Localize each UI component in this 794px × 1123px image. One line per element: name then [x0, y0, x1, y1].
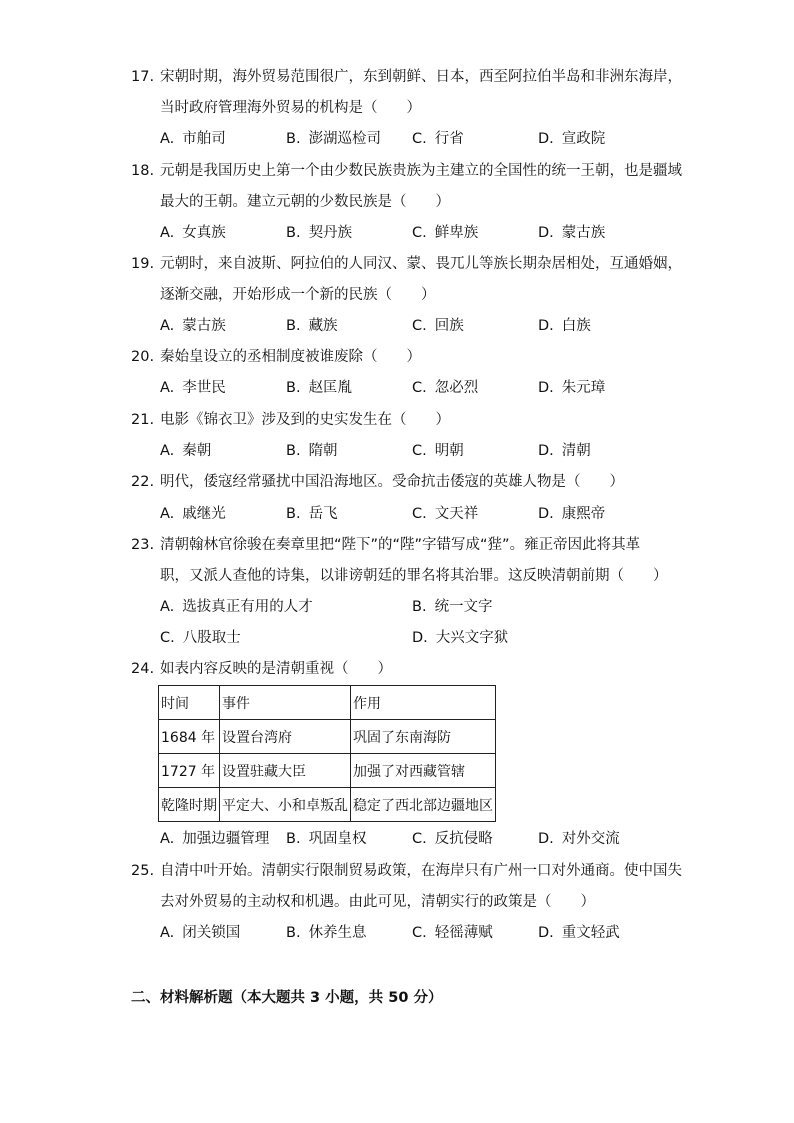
table-row: [159, 754, 496, 788]
option-row: [160, 504, 680, 524]
table-cell: 1727 年: [159, 754, 220, 788]
option-c[interactable]: C. 行省: [412, 131, 464, 147]
option-a[interactable]: A. 蒙古族: [160, 318, 226, 334]
question-number: 22.: [131, 474, 155, 490]
question-text-line: 逐渐交融，开始形成一个新的民族（ ）: [160, 287, 436, 303]
option-c[interactable]: C. 文天祥: [412, 506, 479, 522]
option-d[interactable]: D. 大兴文字狱: [412, 630, 509, 646]
option-c[interactable]: C. 忽必烈: [412, 380, 479, 396]
question-number: 23.: [131, 537, 155, 553]
option-c[interactable]: C. 反抗侵略: [412, 831, 493, 847]
option-c[interactable]: C. 轻徭薄赋: [412, 925, 493, 941]
table-cell: 设置驻藏大臣: [220, 754, 351, 788]
option-b[interactable]: B. 契丹族: [286, 225, 353, 241]
question-text-line: 宋朝时期，海外贸易范围很广，东到朝鲜、日本，西至阿拉伯半岛和非洲东海岸，: [160, 69, 682, 85]
option-d[interactable]: D. 白族: [538, 318, 591, 334]
question-text-line: 如表内容反映的是清朝重视（ ）: [160, 661, 392, 677]
table-cell: 平定大、小和卓叛乱: [220, 788, 351, 822]
question-number: 25.: [131, 863, 155, 879]
option-a[interactable]: A. 秦朝: [160, 443, 212, 459]
question-text-line: 秦始皇设立的丞相制度被谁废除（ ）: [160, 349, 421, 365]
option-row: [160, 441, 680, 461]
option-a[interactable]: A. 市舶司: [160, 131, 226, 147]
table-row: [159, 788, 496, 822]
option-d[interactable]: D. 宣政院: [538, 131, 606, 147]
option-d[interactable]: D. 对外交流: [538, 831, 620, 847]
question-text-line: 职，又派人查他的诗集，以诽谤朝廷的罪名将其治罪。这反映清朝前期（ ）: [160, 568, 668, 584]
option-row: [160, 223, 680, 243]
option-b[interactable]: B. 巩固皇权: [286, 831, 367, 847]
question-text-line: 元朝时，来自波斯、阿拉伯的人同汉、蒙、畏兀儿等族长期杂居相处，互通婚姻，: [160, 256, 682, 272]
option-d[interactable]: D. 康熙帝: [538, 506, 606, 522]
question-number: 21.: [131, 412, 155, 428]
table-cell: 巩固了东南海防: [351, 720, 496, 754]
option-row: [160, 597, 680, 617]
question-text-line: 当时政府管理海外贸易的机构是（ ）: [160, 100, 421, 116]
option-d[interactable]: D. 朱元璋: [538, 380, 606, 396]
option-b[interactable]: B. 隋朝: [286, 443, 338, 459]
option-b[interactable]: B. 岳飞: [286, 506, 338, 522]
option-row: [160, 923, 680, 943]
option-row: [160, 316, 680, 336]
table-cell: 1684 年: [159, 720, 220, 754]
option-d[interactable]: D. 重文轻武: [538, 925, 620, 941]
question-number: 20.: [131, 349, 155, 365]
option-d[interactable]: D. 蒙古族: [538, 225, 606, 241]
option-c[interactable]: C. 鲜卑族: [412, 225, 479, 241]
table-cell: 乾隆时期: [159, 788, 220, 822]
table-cell: 加强了对西藏管辖: [351, 754, 496, 788]
option-c[interactable]: C. 回族: [412, 318, 464, 334]
option-a[interactable]: A. 闭关锁国: [160, 925, 241, 941]
option-row: [160, 829, 680, 849]
question-text-line: 最大的王朝。建立元朝的少数民族是（ ）: [160, 194, 450, 210]
option-b[interactable]: B. 统一文字: [412, 599, 493, 615]
option-row: [160, 129, 680, 149]
section-heading: 二、材料解析题（本大题共 3 小题，共 50 分）: [131, 990, 443, 1006]
option-d[interactable]: D. 清朝: [538, 443, 591, 459]
option-a[interactable]: A. 戚继光: [160, 506, 226, 522]
option-a[interactable]: A. 选拔真正有用的人才: [160, 599, 313, 615]
table-cell: 稳定了西北部边疆地区: [351, 788, 496, 822]
option-a[interactable]: A. 女真族: [160, 225, 226, 241]
table-row: [159, 720, 496, 754]
option-a[interactable]: A. 加强边疆管理: [160, 831, 270, 847]
question-text-line: 明代，倭寇经常骚扰中国沿海地区。受命抗击倭寇的英雄人物是（ ）: [160, 474, 624, 490]
option-b[interactable]: B. 休养生息: [286, 925, 367, 941]
table-header-cell: 时间: [159, 686, 220, 720]
table-cell: 设置台湾府: [220, 720, 351, 754]
option-c[interactable]: C. 八股取士: [160, 630, 241, 646]
question-text-line: 电影《锦衣卫》涉及到的史实发生在（ ）: [160, 412, 450, 428]
table-header-cell: 事件: [220, 686, 351, 720]
option-b[interactable]: B. 藏族: [286, 318, 338, 334]
question-number: 19.: [131, 256, 155, 272]
option-b[interactable]: B. 赵匡胤: [286, 380, 353, 396]
option-b[interactable]: B. 澎湖巡检司: [286, 131, 382, 147]
question-text-line: 清朝翰林官徐骏在奏章里把“陛下”的“陛”字错写成“狴”。雍正帝因此将其革: [160, 537, 641, 553]
option-a[interactable]: A. 李世民: [160, 380, 226, 396]
option-row: [160, 378, 680, 398]
table-header-row: [159, 686, 496, 720]
table-header-cell: 作用: [351, 686, 496, 720]
question-number: 18.: [131, 163, 155, 179]
question-number: 24.: [131, 661, 155, 677]
question-text-line: 元朝是我国历史上第一个由少数民族贵族为主建立的全国性的统一王朝，也是疆域: [160, 163, 682, 179]
option-c[interactable]: C. 明朝: [412, 443, 464, 459]
question-text-line: 自清中叶开始。清朝实行限制贸易政策，在海岸只有广州一口对外通商。使中国失: [160, 863, 682, 879]
question-text-line: 去对外贸易的主动权和机遇。由此可见，清朝实行的政策是（ ）: [160, 894, 595, 910]
question-number: 17.: [131, 69, 155, 85]
history-table: [158, 685, 496, 822]
option-row: [160, 628, 680, 648]
